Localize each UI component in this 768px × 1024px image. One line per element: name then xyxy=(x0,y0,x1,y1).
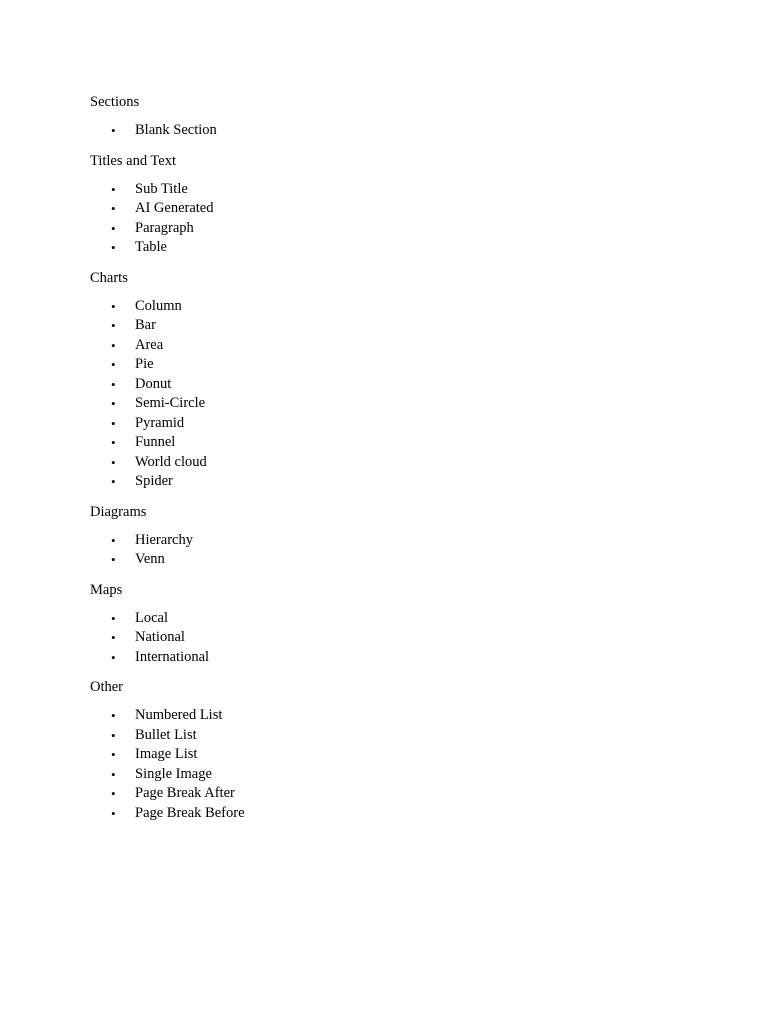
document-body xyxy=(90,92,690,833)
bullet-icon: • xyxy=(111,396,116,411)
bullet-icon: • xyxy=(111,630,116,645)
list-item-label: Spider xyxy=(135,473,173,489)
bullet-list xyxy=(90,180,690,258)
bullet-icon: • xyxy=(111,337,116,353)
bullet-icon: • xyxy=(111,181,116,197)
list-item-label: Numbered List xyxy=(135,707,223,723)
list-item-label: Sub Title xyxy=(135,180,188,197)
list-item xyxy=(90,745,690,765)
bullet-icon: • xyxy=(111,376,116,392)
list-item xyxy=(90,706,690,726)
list-item-label: Donut xyxy=(135,375,172,392)
section-heading: Maps xyxy=(90,581,123,598)
bullet-list xyxy=(90,297,690,492)
list-item-label: Page Break After xyxy=(135,785,235,801)
bullet-list xyxy=(90,121,690,141)
list-item-label: Blank Section xyxy=(135,122,217,138)
section-heading: Charts xyxy=(90,269,128,286)
list-item-label: Bar xyxy=(135,317,156,333)
bullet-icon: • xyxy=(111,474,116,489)
list-item-label: International xyxy=(135,648,210,665)
bullet-list xyxy=(90,706,690,823)
bullet-icon: • xyxy=(111,435,116,450)
list-item-label: Page Break Before xyxy=(135,804,245,821)
list-item xyxy=(90,316,690,336)
bullet-icon: • xyxy=(111,610,116,626)
bullet-list xyxy=(90,609,690,668)
list-item xyxy=(90,336,690,356)
list-item-label: Single Image xyxy=(135,765,212,782)
list-item-label: Funnel xyxy=(135,434,176,450)
list-item-label: Area xyxy=(135,336,164,353)
bullet-icon: • xyxy=(111,201,116,216)
list-item-label: Paragraph xyxy=(135,219,194,236)
list-item xyxy=(90,433,690,453)
bullet-icon: • xyxy=(111,454,116,470)
bullet-icon: • xyxy=(111,552,116,567)
list-item-label: AI Generated xyxy=(135,200,214,216)
bullet-icon: • xyxy=(111,357,116,372)
bullet-icon: • xyxy=(111,766,116,782)
list-item xyxy=(90,550,690,570)
section-heading: Titles and Text xyxy=(90,152,176,169)
list-item xyxy=(90,531,690,551)
list-item xyxy=(90,726,690,746)
bullet-icon: • xyxy=(111,532,116,548)
list-item xyxy=(90,219,690,239)
list-item-label: World cloud xyxy=(135,453,207,470)
list-item xyxy=(90,375,690,395)
bullet-icon: • xyxy=(111,123,116,138)
list-item-label: Venn xyxy=(135,551,165,567)
list-item xyxy=(90,355,690,375)
list-item-label: Table xyxy=(135,239,167,255)
list-item xyxy=(90,394,690,414)
bullet-icon: • xyxy=(111,805,116,821)
list-item-label: Pie xyxy=(135,356,154,372)
list-item xyxy=(90,784,690,804)
list-item xyxy=(90,648,690,668)
list-item-label: National xyxy=(135,629,185,645)
list-item xyxy=(90,765,690,785)
bullet-list xyxy=(90,531,690,570)
list-item-label: Hierarchy xyxy=(135,531,193,548)
bullet-icon: • xyxy=(111,786,116,801)
bullet-icon: • xyxy=(111,747,116,762)
bullet-icon: • xyxy=(111,220,116,236)
list-item-label: Bullet List xyxy=(135,726,197,743)
list-item xyxy=(90,453,690,473)
list-item-label: Image List xyxy=(135,746,198,762)
list-item xyxy=(90,180,690,200)
list-item xyxy=(90,628,690,648)
list-item-label: Semi-Circle xyxy=(135,395,206,411)
list-item xyxy=(90,199,690,219)
bullet-icon: • xyxy=(111,298,116,314)
bullet-icon: • xyxy=(111,318,116,333)
section-heading: Other xyxy=(90,679,124,695)
list-item xyxy=(90,297,690,317)
list-item xyxy=(90,121,690,141)
list-item xyxy=(90,609,690,629)
list-item xyxy=(90,238,690,258)
list-item-label: Local xyxy=(135,609,169,626)
bullet-icon: • xyxy=(111,708,116,723)
bullet-icon: • xyxy=(111,240,116,255)
list-item xyxy=(90,804,690,824)
list-item xyxy=(90,472,690,492)
section-heading: Diagrams xyxy=(90,503,147,520)
list-item xyxy=(90,414,690,434)
bullet-icon: • xyxy=(111,649,116,665)
bullet-icon: • xyxy=(111,415,116,431)
list-item-label: Pyramid xyxy=(135,414,185,431)
list-item-label: Column xyxy=(135,297,182,314)
section-heading: Sections xyxy=(90,94,140,110)
bullet-icon: • xyxy=(111,727,116,743)
